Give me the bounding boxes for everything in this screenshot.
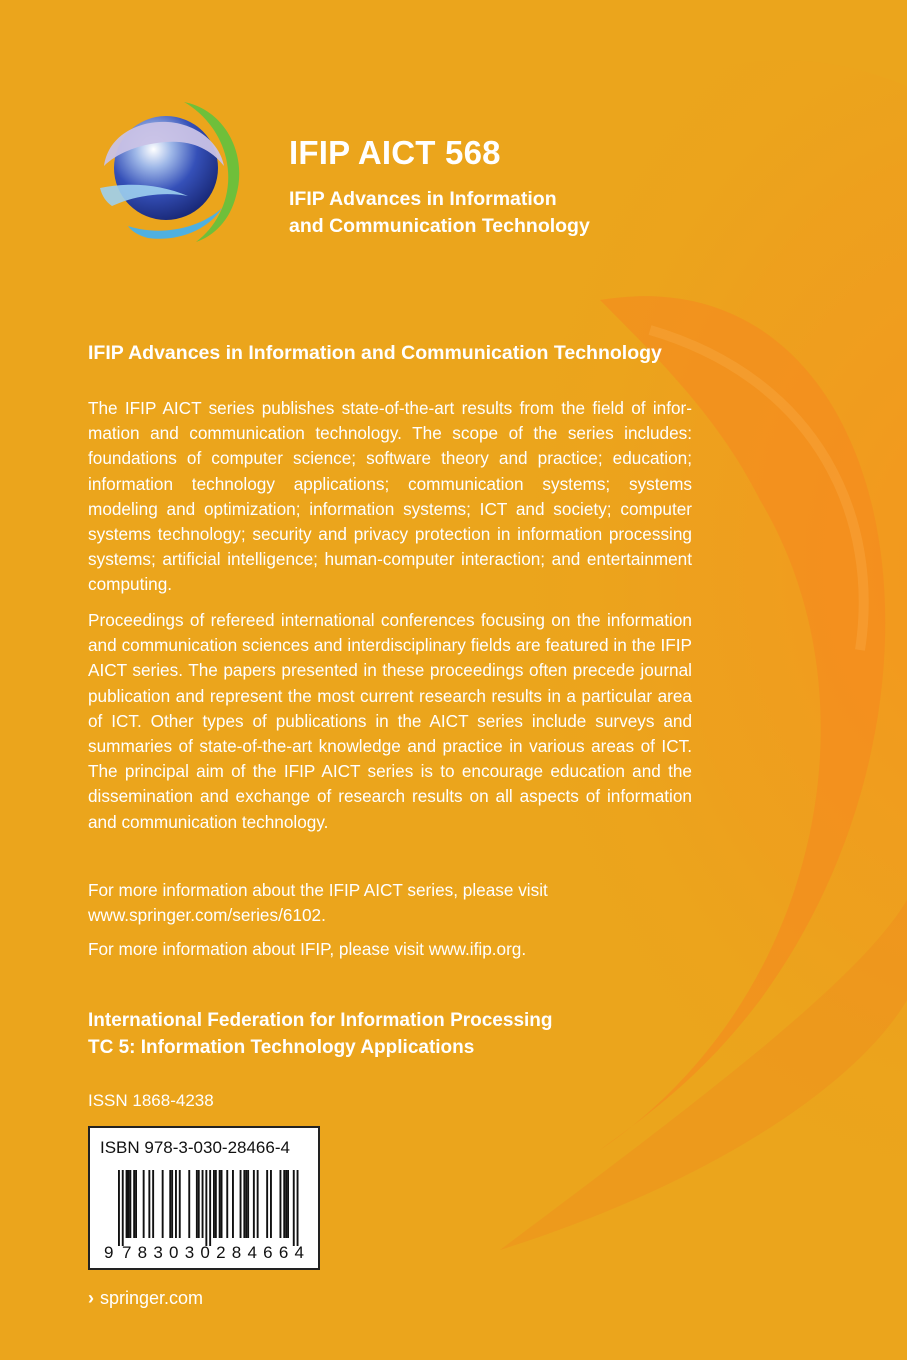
- barcode-bar: [175, 1170, 177, 1238]
- series-code: IFIP AICT 568: [289, 134, 501, 171]
- barcode-bar: [179, 1170, 181, 1238]
- organization-name: International Federation for Information Processing: [88, 1010, 553, 1031]
- barcode-bar: [202, 1170, 204, 1238]
- barcode-bar: [283, 1170, 285, 1238]
- barcode-bar: [285, 1170, 287, 1238]
- barcode-bar: [266, 1170, 268, 1238]
- section-heading: IFIP Advances in Information and Communication Technology: [88, 342, 662, 364]
- barcode-bar: [126, 1170, 128, 1238]
- technical-committee: TC 5: Information Technology Applications: [88, 1037, 475, 1058]
- barcode-bar: [215, 1170, 217, 1238]
- globe-logo-icon: [98, 96, 244, 246]
- springer-link[interactable]: [88, 1288, 203, 1309]
- barcode-bar: [219, 1170, 221, 1238]
- barcode-bar: [188, 1170, 190, 1238]
- barcode-bar: [148, 1170, 150, 1238]
- barcode-bar: [245, 1170, 247, 1238]
- barcode-icon: [102, 1168, 308, 1262]
- barcode-bar: [152, 1170, 154, 1238]
- barcode-bar: [128, 1170, 130, 1238]
- barcode-bar: [287, 1170, 289, 1238]
- barcode-bar: [129, 1170, 131, 1238]
- barcode-digits: 783030284664: [122, 1243, 304, 1262]
- barcode-bar: [135, 1170, 137, 1238]
- series-name-line-2: and Communication Technology: [289, 215, 590, 237]
- barcode-first-digit: 9: [104, 1243, 114, 1262]
- barcode-bar: [232, 1170, 234, 1238]
- series-name: [289, 186, 590, 240]
- chevron-right-icon: ›: [88, 1288, 94, 1308]
- organization: [88, 1007, 553, 1061]
- barcode-bar: [270, 1170, 272, 1238]
- barcode-bar: [133, 1170, 135, 1238]
- barcode-bar: [247, 1170, 249, 1238]
- barcode-bar: [243, 1170, 245, 1238]
- barcode-bar: [209, 1170, 211, 1246]
- barcode-bar: [205, 1170, 207, 1246]
- barcode-bar: [196, 1170, 198, 1238]
- barcode-bar: [143, 1170, 145, 1238]
- barcode-bar: [171, 1170, 173, 1238]
- series-name-line-1: IFIP Advances in Information: [289, 188, 557, 210]
- barcode-bar: [280, 1170, 282, 1238]
- isbn-label: ISBN 978-3-030-28466-4: [100, 1138, 290, 1157]
- series-info-text: [88, 878, 548, 928]
- barcode-bar: [226, 1170, 228, 1238]
- series-url: www.springer.com/series/6102.: [88, 905, 326, 926]
- description-paragraph-2: Proceedings of refereed international conferences focusing on the information and communication sciences and interdisciplinary fields are featured in the IFIP AICT series. The papers presented in these proceedings often precede journal publication and represent the most current research results in a particular area of ICT. Other types of publications in the AICT series include surveys and summaries of state-of-the-art knowledge and practice in various areas of ICT. The principal aim of the IFIP AICT series is to encourage education and the dissemination and exchange of research results on all aspects of information and communication technology.: [88, 610, 692, 832]
- barcode-bar: [240, 1170, 242, 1238]
- barcode-bar: [162, 1170, 164, 1238]
- barcode-bar: [213, 1170, 215, 1238]
- issn: ISSN 1868-4238: [88, 1091, 214, 1110]
- series-info-line-1: For more information about the IFIP AICT series, please visit: [88, 880, 548, 900]
- barcode-bar: [118, 1170, 120, 1246]
- barcode-bar: [198, 1170, 200, 1238]
- barcode-bar: [253, 1170, 255, 1238]
- barcode-bar: [297, 1170, 299, 1246]
- barcode-box: [88, 1126, 320, 1270]
- barcode-bar: [169, 1170, 171, 1238]
- description-paragraph-1: The IFIP AICT series publishes state-of-the-art results from the field of information and communication technology. The scope of the series includes: foundations of computer science; software theory and practice; education; information technology applications; communication systems; systems modeling and optimization; information systems; ICT and society; computer systems technology; security and privacy protection in information processing systems; artificial intelligence; human-computer interaction; and entertainment computing.: [88, 398, 692, 595]
- springer-link-text[interactable]: springer.com: [100, 1288, 204, 1308]
- barcode-bar: [122, 1170, 124, 1246]
- barcode-bar: [293, 1170, 295, 1246]
- barcode-bar: [221, 1170, 223, 1238]
- ifip-info-text: For more information about IFIP, please visit www.ifip.org.: [88, 939, 527, 959]
- barcode-bar: [257, 1170, 259, 1238]
